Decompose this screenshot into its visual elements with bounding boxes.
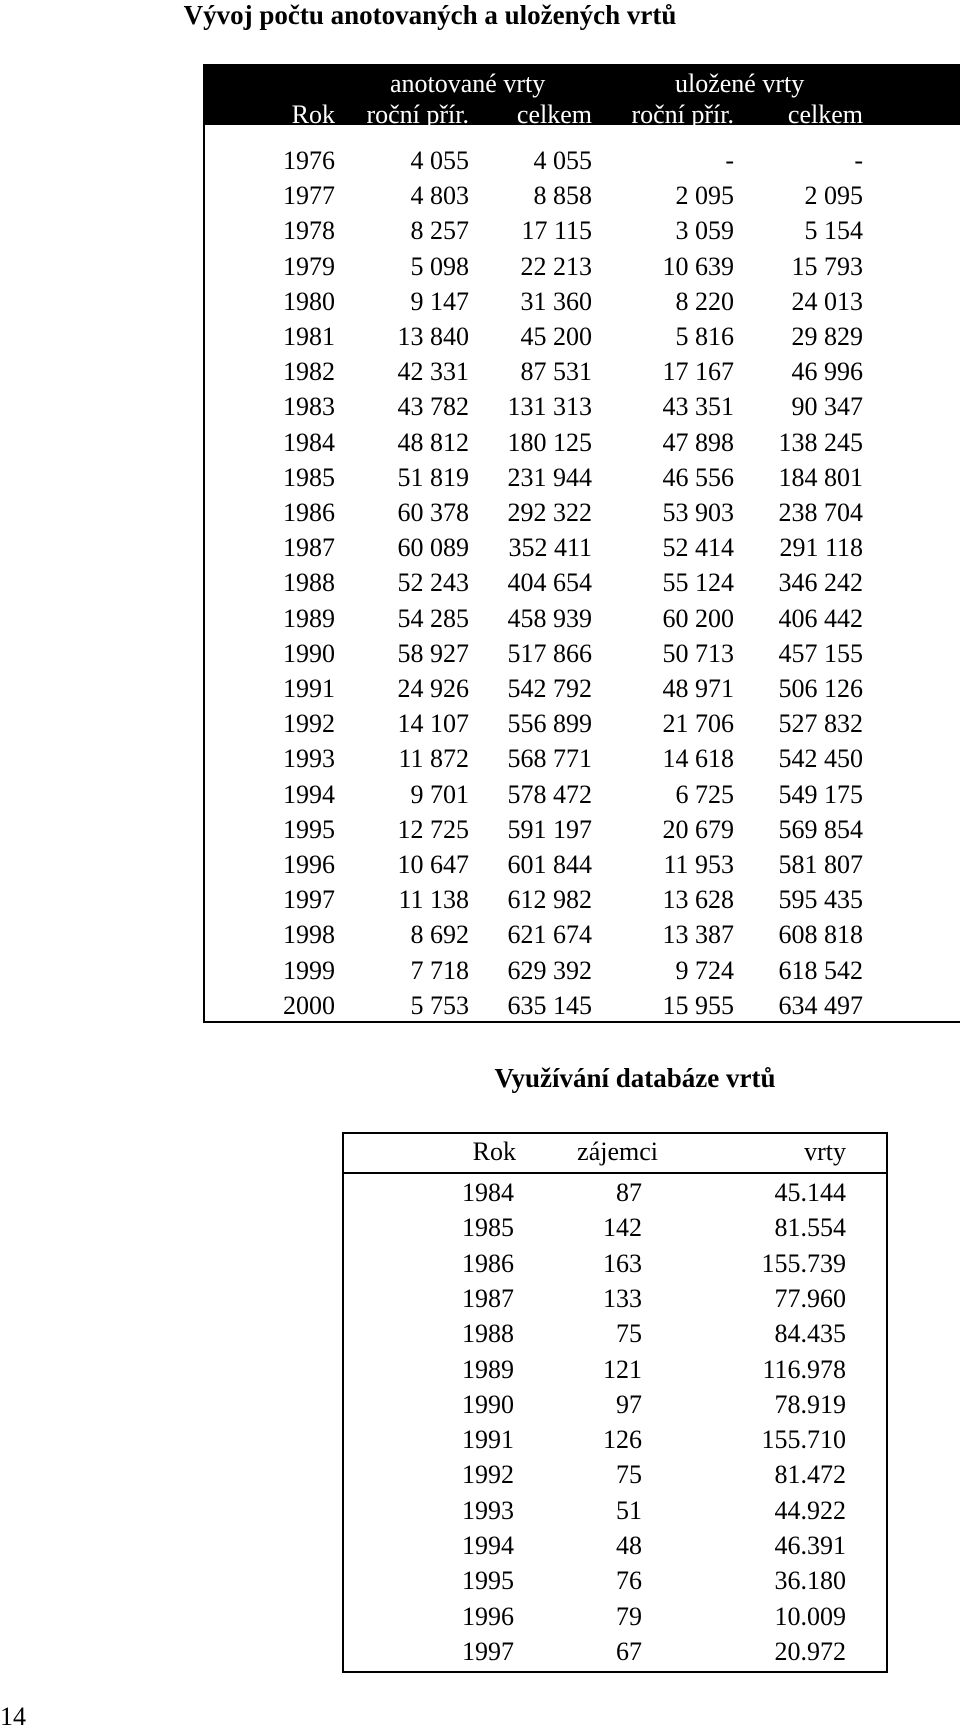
column-header-year: Rok [472,1137,516,1166]
table-cell: 629 392 [507,955,592,985]
table-cell: 1990 [283,638,335,668]
table-cell: 60 378 [397,498,469,527]
table-row [205,495,960,530]
table-cell: 292 322 [507,498,592,527]
table-cell: 21 706 [662,709,734,739]
table-cell: 133 [603,1283,642,1313]
table-cell: 612 982 [507,885,592,915]
table-cell: 116.978 [762,1354,846,1384]
table-cell: 1982 [283,357,335,387]
database-usage-table [342,1132,888,1673]
table-row [205,213,960,248]
table-cell: 1990 [462,1389,514,1419]
table-row [205,530,960,565]
table-row [205,988,960,1023]
table-cell: 8 257 [410,216,469,246]
table-cell: 12 725 [397,814,469,844]
table-row [205,143,960,178]
table-row [344,1210,886,1245]
table-cell: 60 200 [662,603,734,633]
table-row [344,1387,886,1422]
table-cell: 75 [616,1460,642,1490]
table-cell: 51 819 [397,462,469,492]
table-row [344,1599,886,1634]
table-cell: 1995 [283,814,335,844]
table-cell: 5 753 [410,990,469,1020]
table-cell: 457 155 [778,638,863,668]
table-cell: 11 953 [663,850,734,879]
table-cell: 77.960 [774,1283,846,1313]
table-cell: 55 124 [662,568,734,598]
table-cell: 180 125 [507,427,592,457]
table-cell: 458 939 [507,603,592,633]
column-header-stored-total: celkem [787,100,863,129]
table-cell: 36.180 [774,1566,846,1596]
table-row [205,284,960,319]
table-cell: 527 832 [778,709,863,739]
table-cell: 1980 [283,286,335,316]
table-cell: 44.922 [774,1495,846,1525]
table-cell: 1976 [283,146,335,175]
table-cell: 549 175 [778,779,863,809]
table-cell: 184 801 [778,462,863,492]
table-cell: 47 898 [662,427,734,457]
table-cell: 48 [616,1531,642,1560]
table-cell: 3 059 [675,216,734,246]
table-row [205,847,960,882]
table-cell: 231 944 [507,462,592,492]
table-cell: 46 996 [791,357,863,387]
table-cell: 87 531 [520,357,592,387]
table-row [344,1175,886,1210]
table-row [344,1563,886,1598]
table-cell: 60 089 [397,533,469,563]
table-cell: 1993 [283,744,335,774]
table-cell: 43 782 [397,392,469,422]
table-cell: 542 792 [507,674,592,703]
table-row [205,354,960,389]
table-cell: 1986 [462,1248,514,1278]
table-row [205,565,960,600]
table-cell: 5 098 [410,251,469,281]
table-cell: 601 844 [507,850,592,879]
table-row [344,1352,886,1387]
table-cell: 4 055 [533,146,592,175]
table-row [205,741,960,776]
table-cell: 24 013 [791,286,863,316]
table-cell: 1992 [283,709,335,739]
table2-header [344,1134,886,1172]
table-cell: 52 414 [662,533,734,563]
table-cell: 45 200 [520,322,592,351]
table-cell: 13 387 [662,920,734,950]
table-cell: 79 [616,1601,642,1631]
table2-title: Využívání databáze vrtů [494,1063,776,1093]
table-cell: 1991 [283,674,335,703]
table-cell: 595 435 [778,885,863,915]
table-cell: 14 618 [662,744,734,774]
table-cell: 52 243 [397,568,469,598]
table-cell: 76 [616,1566,642,1596]
table-cell: 1988 [462,1319,514,1349]
table-cell: 10 647 [397,850,469,879]
drill-count-table [203,64,960,1023]
table-cell: 15 955 [662,990,734,1020]
table-cell: 81.472 [774,1460,846,1490]
column-header-annotated-increment: roční přír. [366,100,469,129]
table-cell: 608 818 [778,920,863,950]
table-cell: 45.144 [774,1178,846,1207]
group-header-annotated: anotované vrty [390,69,546,98]
table-cell: 1996 [283,850,335,879]
table-cell: 1996 [462,1601,514,1631]
table-row [205,425,960,460]
table-cell: 29 829 [791,322,863,351]
table-cell: 634 497 [778,990,863,1020]
table-cell: 1997 [462,1636,514,1666]
table-row [205,249,960,284]
table-row [344,1457,886,1492]
table-cell: 1983 [283,392,335,422]
table-cell: 406 442 [778,603,863,633]
table-row [344,1422,886,1457]
table-cell: 14 107 [397,709,469,739]
table-cell: 5 816 [675,322,734,351]
table-cell: 635 145 [507,990,592,1020]
column-header-annotated-total: celkem [516,100,592,129]
table-cell: 8 858 [533,181,592,211]
table-cell: 4 055 [410,146,469,175]
table-cell: 50 713 [662,638,734,668]
column-header-drills: vrty [804,1137,846,1166]
table-cell: 75 [616,1319,642,1349]
table-row [205,460,960,495]
table-cell: 346 242 [778,568,863,598]
table1-header [205,64,960,129]
table-cell: 569 854 [778,814,863,844]
table-cell: 81.554 [774,1213,846,1243]
table-cell: 1995 [462,1566,514,1596]
table-cell: 506 126 [778,674,863,703]
table-cell: 97 [616,1389,642,1419]
table-cell: 618 542 [778,955,863,985]
table-cell: 10 639 [662,251,734,281]
table-cell: 2 095 [804,181,863,211]
table-row [205,319,960,354]
table-cell: 11 872 [398,744,469,774]
table-cell: 1994 [462,1531,514,1560]
table-cell: 155.710 [761,1425,846,1455]
table-cell: 1985 [283,462,335,492]
table-cell: 352 411 [508,533,592,563]
table-cell: 5 154 [804,216,863,246]
table-cell: 1977 [283,181,335,211]
table-cell: 54 285 [397,603,469,633]
table-cell: 155.739 [761,1248,846,1278]
table-cell: 1979 [283,251,335,281]
table-cell: 90 347 [791,392,863,422]
table-cell: 17 167 [662,357,734,387]
table-cell: 87 [616,1178,642,1207]
table-cell: 1987 [462,1283,514,1313]
table-row [344,1246,886,1281]
table-row [205,812,960,847]
table-cell: 2 095 [675,181,734,211]
table-cell: 8 220 [675,286,734,316]
table-cell: 46 556 [662,462,734,492]
table-cell: 591 197 [507,814,592,844]
table-cell: 581 807 [778,850,863,879]
table-cell: 404 654 [507,568,592,598]
table-cell: 568 771 [507,744,592,774]
table-row [344,1281,886,1316]
column-header-stored-increment: roční přír. [631,100,734,129]
table-cell: 4 803 [410,181,469,211]
table-cell: 1997 [283,885,335,915]
table-cell: 517 866 [507,638,592,668]
page-number: 14 [0,1702,26,1731]
table-cell: 1998 [283,920,335,950]
table-cell: 9 724 [675,955,734,985]
table-cell: 163 [603,1248,642,1278]
table-cell: 542 450 [778,744,863,774]
table-row [205,953,960,988]
table-row [205,777,960,812]
table-row [344,1634,886,1669]
table-cell: 142 [603,1213,642,1243]
group-header-stored: uložené vrty [675,69,805,98]
table-cell: 1978 [283,216,335,246]
table-cell: 1993 [462,1495,514,1525]
table-cell: 48 971 [662,674,734,703]
table-cell: 13 628 [662,885,734,915]
table-row [205,917,960,952]
table-cell: 1992 [462,1460,514,1490]
table-cell: 9 701 [410,779,469,809]
table-row [344,1528,886,1563]
table-cell: 1981 [283,322,335,351]
table-cell: 1985 [462,1213,514,1243]
table-cell: 31 360 [520,286,592,316]
table-cell: 84.435 [774,1319,846,1349]
column-header-requesters: zájemci [577,1137,658,1166]
table-cell: - [854,146,863,175]
table-cell: 7 718 [410,955,469,985]
table-cell: 67 [616,1636,642,1666]
table-cell: 1994 [283,779,335,809]
table-cell: 556 899 [507,709,592,739]
table-row [205,389,960,424]
table-cell: 24 926 [397,674,469,703]
table-cell: 1984 [283,427,335,457]
table-cell: 138 245 [778,427,863,457]
table-cell: 15 793 [791,251,863,281]
table-cell: 58 927 [397,638,469,668]
table-cell: 1991 [462,1425,514,1455]
table-row [344,1316,886,1351]
table-cell: 1987 [283,533,335,563]
table-row [205,706,960,741]
table-cell: 6 725 [675,779,734,809]
table-cell: 42 331 [397,357,469,387]
table-cell: 48 812 [397,427,469,457]
table-row [344,1493,886,1528]
table-cell: 1989 [283,603,335,633]
table-cell: 78.919 [774,1389,846,1419]
table-cell: 621 674 [507,920,592,950]
table-cell: 1988 [283,568,335,598]
table-cell: 53 903 [662,498,734,527]
table-cell: 1984 [462,1178,514,1207]
table1-title: Vývoj počtu anotovaných a uložených vrtů [183,0,677,30]
table-cell: 291 118 [779,533,863,563]
table-cell: 1999 [283,955,335,985]
table-cell: 121 [603,1354,642,1384]
table-cell: 20 679 [662,814,734,844]
table-cell: 126 [603,1425,642,1455]
table-cell: 43 351 [662,392,734,422]
table-cell: 51 [616,1495,642,1525]
table-cell: 1989 [462,1354,514,1384]
table-cell: 13 840 [397,322,469,351]
table-row [205,601,960,636]
table-cell: 22 213 [520,251,592,281]
table-cell: 20.972 [774,1636,846,1666]
table-row [205,178,960,213]
table-cell: 238 704 [778,498,863,527]
column-header-year: Rok [291,100,335,129]
table-row [205,636,960,671]
table-cell: 131 313 [507,392,592,422]
table-cell: 10.009 [774,1601,846,1631]
table-cell: 1986 [283,498,335,527]
table-cell: 46.391 [774,1531,846,1560]
table-cell: 9 147 [410,286,469,316]
table-cell: 578 472 [507,779,592,809]
table-cell: - [725,146,734,175]
table-cell: 2000 [283,990,335,1020]
table-cell: 8 692 [410,920,469,950]
table-cell: 11 138 [398,885,469,915]
header-divider [344,1172,886,1174]
table-row [205,882,960,917]
table-cell: 17 115 [521,216,592,246]
table-row [205,671,960,706]
